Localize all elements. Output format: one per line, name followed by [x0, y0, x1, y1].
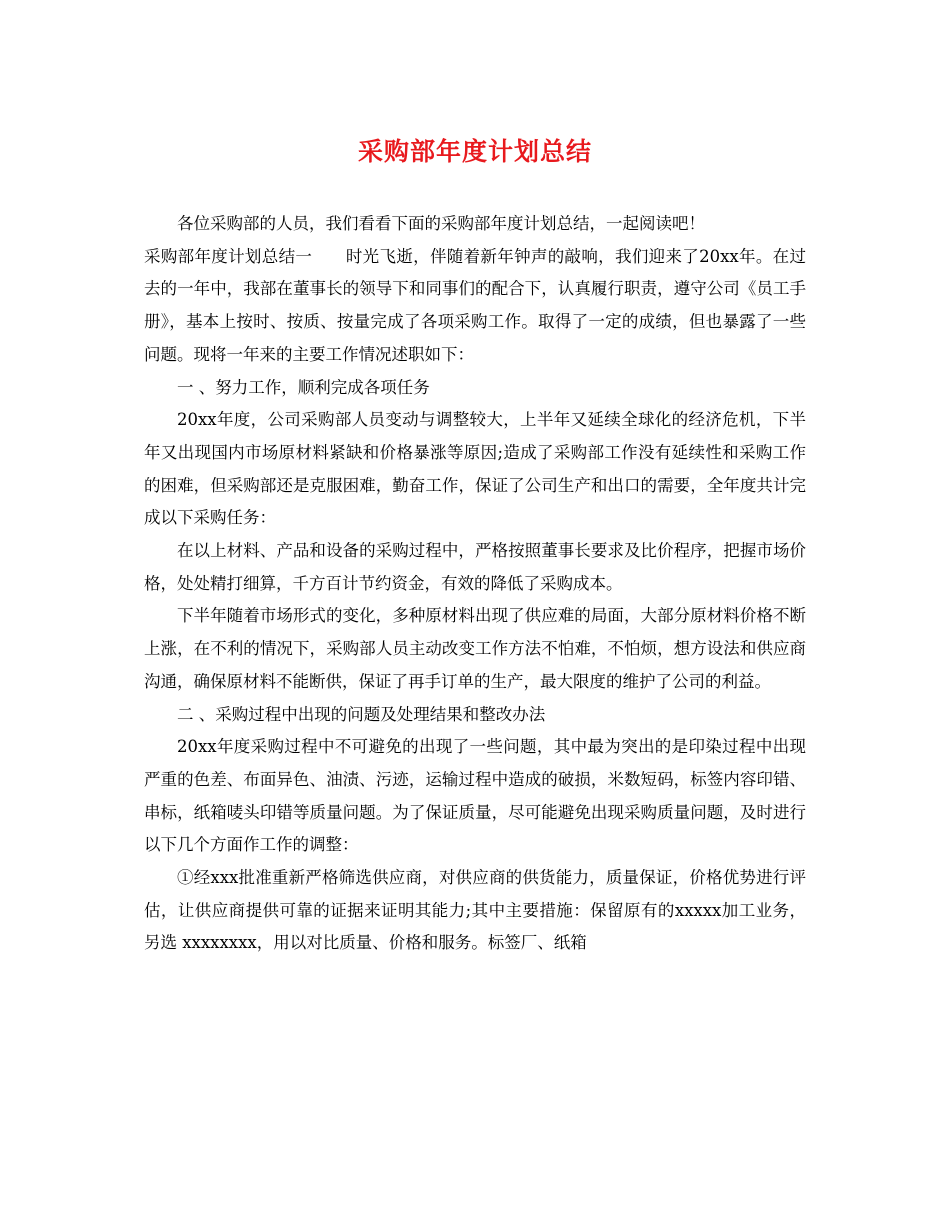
body-paragraph: ①经xxx批准重新严格筛选供应商，对供应商的供货能力，质量保证，价格优势进行评估，让供应商提供可靠的证据来证明其能力;其中主要措施：保留原有的xxxxx加工业务，另选 xxxxxxxx，用以对比质量、价格和服务。标签厂、纸箱	[144, 868, 806, 953]
body-paragraph: 在以上材料、产品和设备的采购过程中，严格按照董事长要求及比价程序，把握市场价格，处处精打细算，千方百计节约资金，有效的降低了采购成本。	[144, 541, 806, 593]
document-title: 采购部年度计划总结	[357, 137, 592, 166]
body-paragraph: 20xx年度采购过程中不可避免的出现了一些问题，其中最为突出的是印染过程中出现严重的色差、布面异色、油渍、污迹，运输过程中造成的破损，米数短码，标签内容印错、串标，纸箱唛头印错等质量问题。为了保证质量，尽可能避免出现采购质量问题，及时进行以下几个方面作工作的调整：	[144, 737, 806, 855]
intro-paragraph: 各位采购部的人员，我们看看下面的采购部年度计划总结，一起阅读吧！	[177, 214, 705, 233]
document-body	[144, 208, 806, 960]
body-paragraph: 20xx年度，公司采购部人员变动与调整较大，上半年又延续全球化的经济危机，下半年又出现国内市场原材料紧缺和价格暴涨等原因;造成了采购部工作没有延续性和采购工作的困难，但采购部还是克服困难，勤奋工作，保证了公司生产和出口的需要，全年度共计完成以下采购任务：	[144, 410, 806, 528]
summary-paragraph: 采购部年度计划总结一 时光飞逝，伴随着新年钟声的敲响，我们迎来了20xx年。在过去的一年中，我部在董事长的领导下和同事们的配合下，认真履行职责，遵守公司《员工手册》，基本上按时、按质、按量完成了各项采购工作。取得了一定的成绩，但也暴露了一些问题。现将一年来的主要工作情况述职如下：	[144, 246, 806, 364]
section-heading-2: 二 、采购过程中出现的问题及处理结果和整改办法	[177, 704, 546, 724]
section-heading-1: 一 、努力工作，顺利完成各项任务	[177, 377, 430, 397]
body-paragraph: 下半年随着市场形式的变化，多种原材料出现了供应难的局面，大部分原材料价格不断上涨，在不利的情况下，采购部人员主动改变工作方法不怕难，不怕烦，想方设法和供应商沟通，确保原材料不能断供，保证了再手订单的生产，最大限度的维护了公司的利益。	[144, 606, 806, 691]
